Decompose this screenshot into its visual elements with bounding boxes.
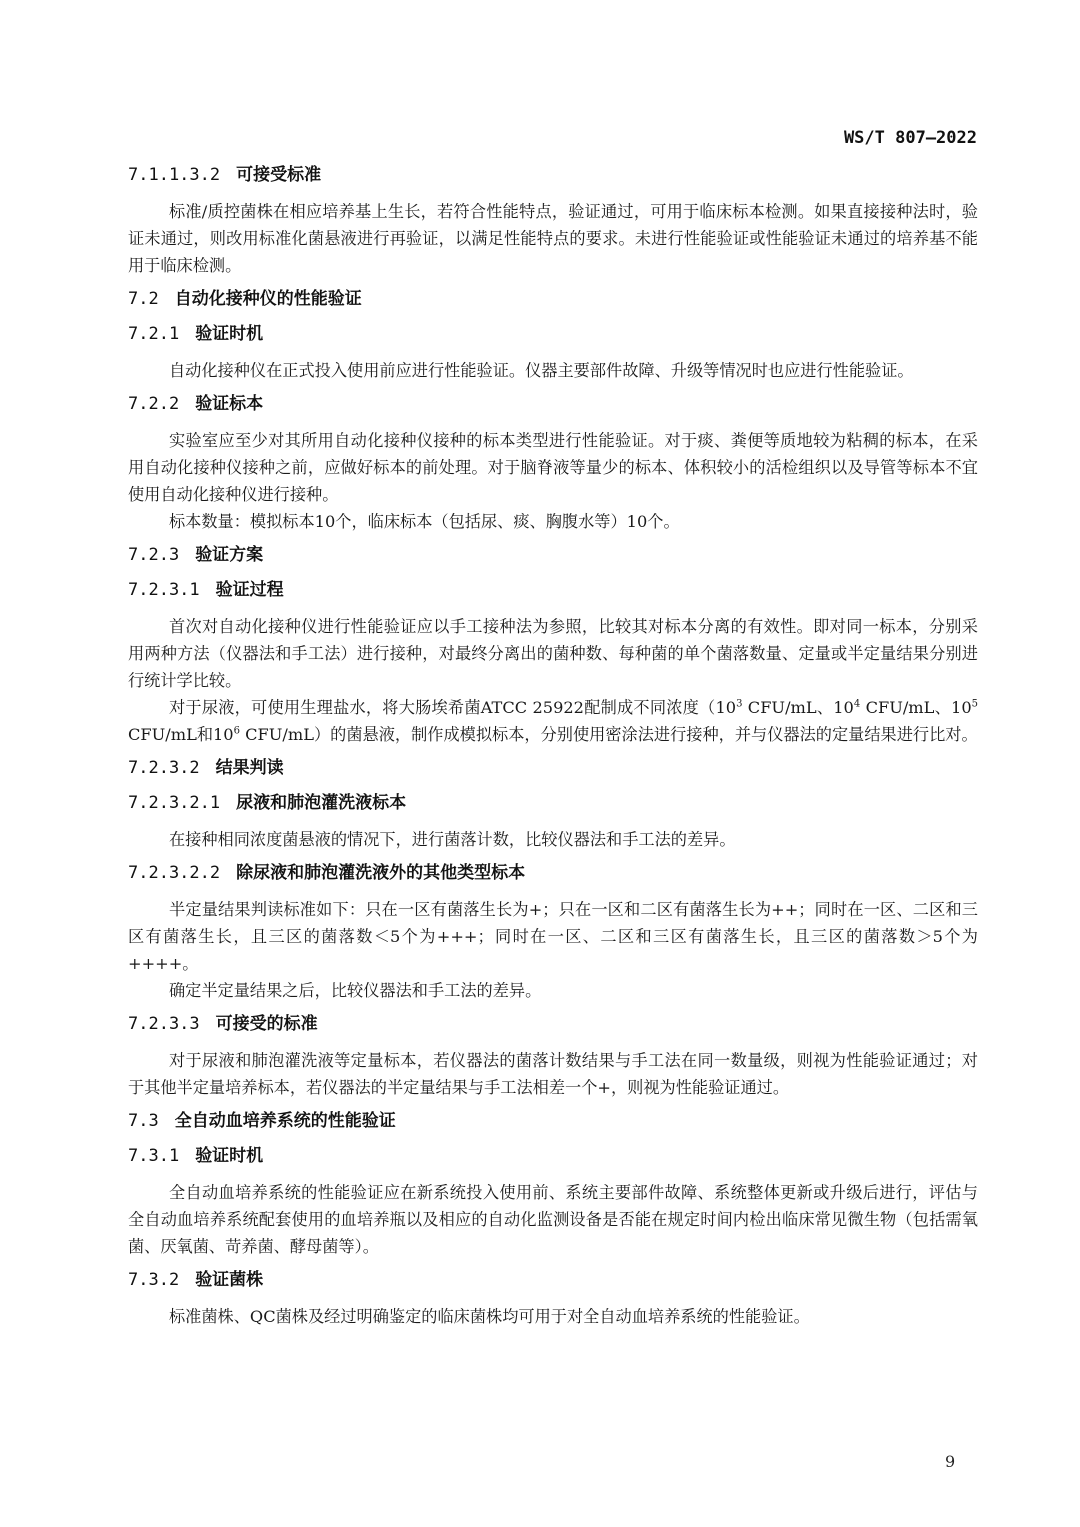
paragraph: 首次对自动化接种仪进行性能验证应以手工接种法为参照，比较其对标本分离的有效性。即对同一标本，分别采用两种方法（仪器法和手工法）进行接种，对最终分离出的菌种数、每种菌的单个菌落数量、定量或半定量结果分别进行统计学比较。: [128, 617, 978, 690]
heading-7-2-3-2: [128, 756, 978, 780]
section-number: 7.2.3: [128, 545, 180, 565]
section-number: 7.2.3.2.2: [128, 863, 221, 883]
section-number: 7.3.2: [128, 1270, 180, 1290]
section-title: 尿液和肺泡灌洗液标本: [236, 793, 407, 813]
section-number: 7.2.1: [128, 324, 180, 344]
exponent: 6: [233, 725, 240, 737]
paragraph: 全自动血培养系统的性能验证应在新系统投入使用前、系统主要部件故障、系统整体更新或升级后进行，评估与全自动血培养系统配套使用的血培养瓶以及相应的自动化监测设备是否能在规定时间内检出临床常见微生物（包括需氧菌、厌氧菌、苛养菌、酵母菌等）。: [128, 1183, 978, 1256]
exponent: 5: [971, 698, 978, 710]
paragraph-concentration: [128, 694, 978, 748]
section-title: 验证菌株: [195, 1270, 264, 1290]
standard-code: WS/T 807—2022: [843, 128, 977, 148]
section-title: 验证过程: [215, 580, 284, 600]
section-number: 7.3.1: [128, 1146, 180, 1166]
exponent: 4: [853, 698, 861, 710]
paragraph: 确定半定量结果之后，比较仪器法和手工法的差异。: [169, 981, 542, 1000]
section-title: 验证时机: [195, 1146, 264, 1166]
section-title: 验证时机: [195, 324, 264, 344]
text-run: CFU/mL、10: [742, 698, 854, 717]
paragraph: 在接种相同浓度菌悬液的情况下，进行菌落计数，比较仪器法和手工法的差异。: [169, 830, 736, 849]
text-run: CFU/mL、10: [860, 698, 972, 717]
section-title: 验证标本: [195, 394, 264, 414]
paragraph: 半定量结果判读标准如下：只在一区有菌落生长为+；只在一区和二区有菌落生长为++；同时在一区、二区和三区有菌落生长，且三区的菌落数＜5个为+++；同时在一区、二区和三区有菌落生长，且三区的菌落数＞5个为++++。: [128, 900, 978, 973]
heading-7-2: [128, 287, 978, 311]
section-number: 7.2.3.1: [128, 580, 200, 600]
section-title: 可接受的标准: [215, 1014, 318, 1034]
heading-7-2-3-2-1: [128, 791, 978, 815]
section-number: 7.1.1.3.2: [128, 165, 221, 185]
section-title: 验证方案: [195, 545, 264, 565]
paragraph: 标准菌株、QC菌株及经过明确鉴定的临床菌株均可用于对全自动血培养系统的性能验证。: [169, 1307, 810, 1326]
section-title: 结果判读: [215, 758, 284, 778]
section-number: 7.2.3.2.1: [128, 793, 221, 813]
text-run: 对于尿液，可使用生理盐水，将大肠埃希菌ATCC 25922配制成不同浓度（10: [169, 698, 737, 717]
section-number: 7.2.3.3: [128, 1014, 200, 1034]
heading-7-2-2: [128, 392, 978, 416]
page-content: [128, 163, 978, 1338]
heading-7-3-1: [128, 1144, 978, 1168]
section-number: 7.2: [128, 289, 159, 309]
text-run: CFU/mL）的菌悬液，制作成模拟标本，分别使用密涂法进行接种，并与仪器法的定量结果进行比对。: [239, 725, 978, 744]
exponent: 3: [736, 698, 743, 710]
paragraph: 对于尿液和肺泡灌洗液等定量标本，若仪器法的菌落计数结果与手工法在同一数量级，则视为性能验证通过；对于其他半定量培养标本，若仪器法的半定量结果与手工法相差一个+，则视为性能验证通过。: [128, 1051, 978, 1097]
section-number: 7.3: [128, 1111, 159, 1131]
text-run: CFU/mL和10: [128, 725, 234, 744]
section-title: 全自动血培养系统的性能验证: [174, 1111, 396, 1131]
section-title: 除尿液和肺泡灌洗液外的其他类型标本: [236, 863, 526, 883]
paragraph: 标本数量：模拟标本10个，临床标本（包括尿、痰、胸腹水等）10个。: [169, 512, 680, 531]
section-number: 7.2.2: [128, 394, 180, 414]
heading-7-2-3-3: [128, 1012, 978, 1036]
heading-7-3-2: [128, 1268, 978, 1292]
section-number: 7.2.3.2: [128, 758, 200, 778]
section-title: 自动化接种仪的性能验证: [174, 289, 362, 309]
heading-7-2-1: [128, 322, 978, 346]
heading-7-2-3-2-2: [128, 861, 978, 885]
heading-7-3: [128, 1109, 978, 1133]
heading-7-1-1-3-2: [128, 163, 978, 187]
paragraph: 自动化接种仪在正式投入使用前应进行性能验证。仪器主要部件故障、升级等情况时也应进行性能验证。: [169, 361, 914, 380]
section-title: 可接受标准: [236, 165, 322, 185]
page-number: 9: [945, 1452, 956, 1471]
heading-7-2-3-1: [128, 578, 978, 602]
paragraph: 实验室应至少对其所用自动化接种仪接种的标本类型进行性能验证。对于痰、粪便等质地较为粘稠的标本，在采用自动化接种仪接种之前，应做好标本的前处理。对于脑脊液等量少的标本、体积较小的活检组织以及导管等标本不宜使用自动化接种仪进行接种。: [128, 431, 978, 504]
heading-7-2-3: [128, 543, 978, 567]
paragraph: 标准/质控菌株在相应培养基上生长，若符合性能特点，验证通过，可用于临床标本检测。如果直接接种法时，验证未通过，则改用标准化菌悬液进行再验证，以满足性能特点的要求。未进行性能验证或性能验证未通过的培养基不能用于临床检测。: [128, 202, 978, 275]
